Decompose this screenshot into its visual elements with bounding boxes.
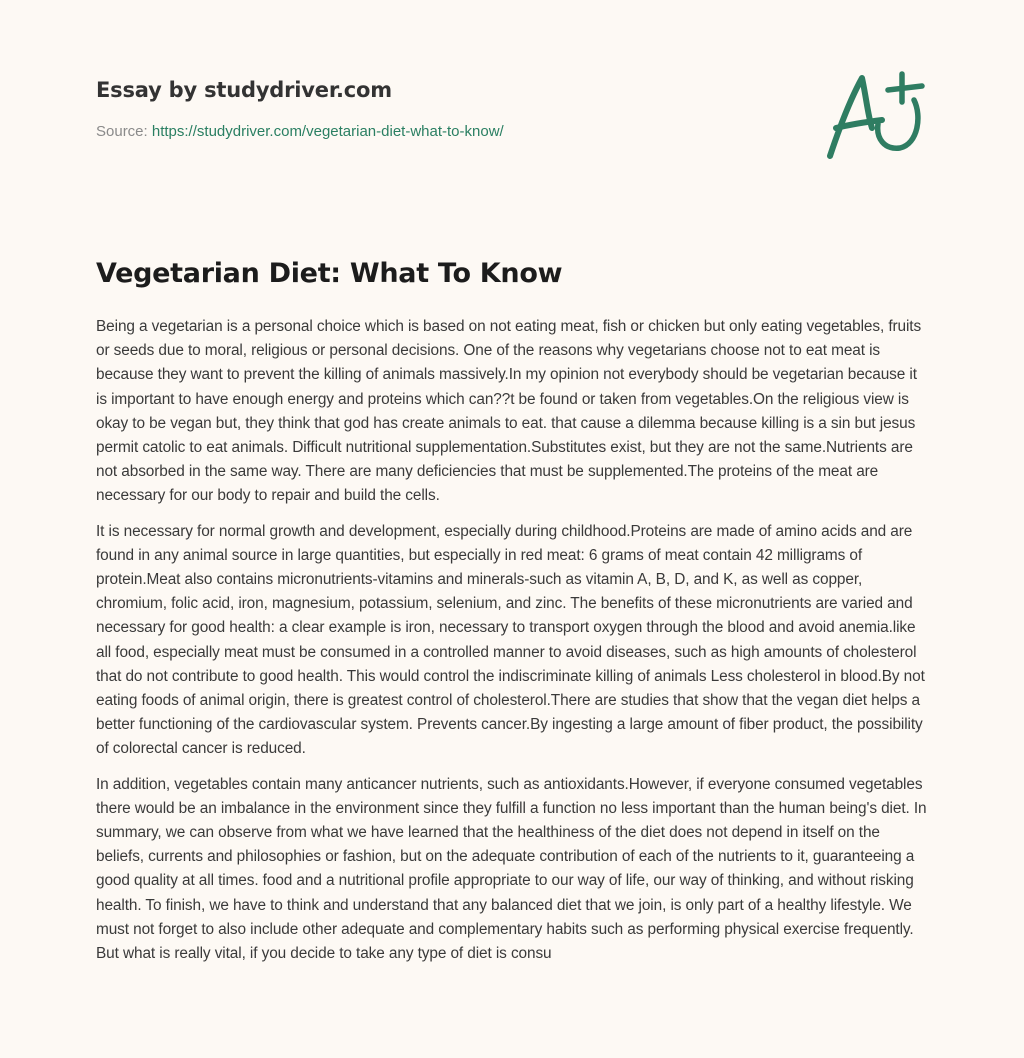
page-header <box>96 74 796 142</box>
paragraph: Being a vegetarian is a personal choice which is based on not eating meat, fish or chicken but only eating vegetables, fruits or seeds due to moral, religious or personal decisions. One of the reasons why vegetarians choose not to eat meat is because they want to prevent the killing of animals massively.In my opinion not everybody should be vegetarian because it is important to have enough energy and proteins which can??t be found or taken from vegetables.On the religious view is okay to be vegan but, they think that god has create animals to eat. that cause a dilemma because killing is a sin but jesus permit catolic to eat animals. Difficult nutritional supplementation.Substitutes exist, but they are not the same.Nutrients are not absorbed in the same way. There are many deficiencies that must be supplemented.The proteins of the meat are necessary for our body to repair and build the cells. <box>96 318 922 505</box>
a-plus-grade-icon <box>822 66 932 166</box>
article-body <box>96 315 931 977</box>
source-link[interactable]: https://studydriver.com/vegetarian-diet-what-to-know/ <box>151 123 504 140</box>
site-title: Essay by studydriver.com <box>96 78 392 102</box>
paragraph: In addition, vegetables contain many anticancer nutrients, such as antioxidants.However, if everyone consumed vegetables there would be an imbalance in the environment since they fulfill a function no less important than the human being's diet. In summary, we can observe from what we have learned that the healthiness of the diet does not depend in itself on the beliefs, currents and philosophies or fashion, but on the adequate contribution of each of the nutrients to it, guaranteeing a good quality at all times. food and a nutritional profile appropriate to our way of life, our way of thinking, and without risking health. To finish, we have to think and understand that any balanced diet that we join, is only part of a healthy lifestyle. We must not forget to also include other adequate and complementary habits such as performing physical exercise frequently. But what is really vital, if you decide to take any type of diet is consu <box>96 775 927 963</box>
article-title: Vegetarian Diet: What To Know <box>96 258 563 289</box>
paragraph: It is necessary for normal growth and development, especially during childhood.Proteins are made of amino acids and are found in any animal source in large quantities, but especially in red meat: 6 grams of meat contain 42 milligrams of protein.Meat also contains micronutrients-vitamins and minerals-such as vitamin A, B, D, and K, as well as copper, chromium, folic acid, iron, magnesium, potassium, selenium, and zinc. The benefits of these micronutrients are varied and necessary for good health: a clear example is iron, necessary to transport oxygen through the blood and avoid anemia.like all food, especially meat must be consumed in a controlled manner to avoid diseases, such as high amounts of cholesterol that do not contribute to good health. This would control the indiscriminate killing of animals Less cholesterol in blood.By not eating foods of animal origin, there is greatest control of cholesterol.There are studies that show that the vegan diet helps a better functioning of the cardiovascular system. Prevents cancer.By ingesting a large amount of fiber product, the possibility of colorectal cancer is reduced. <box>96 522 925 758</box>
source-label: Source: <box>96 123 148 140</box>
source-line <box>96 122 796 142</box>
